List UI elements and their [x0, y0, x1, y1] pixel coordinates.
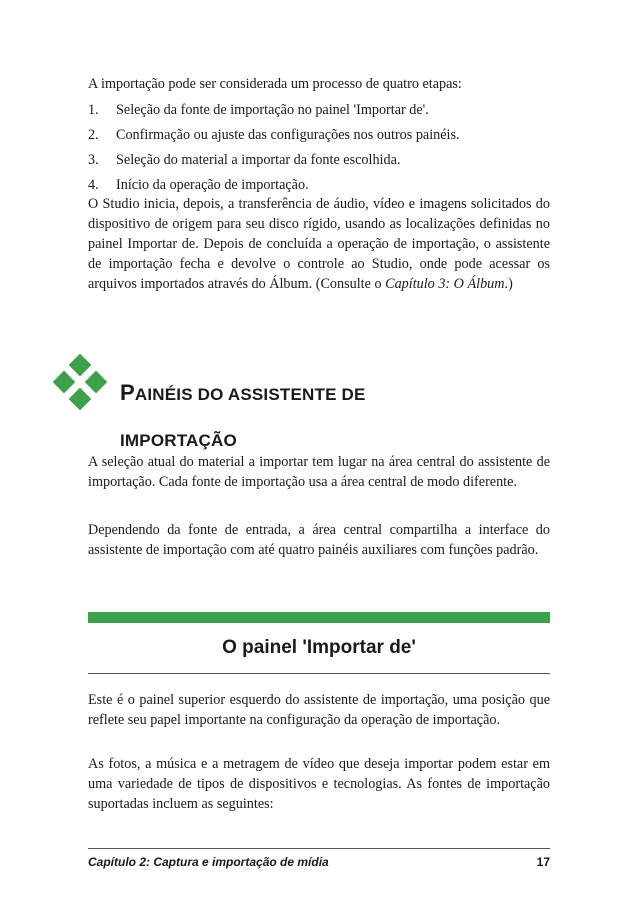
paragraph-panel-position: Este é o painel superior esquerdo do assistente de importação, uma posição que reflete seu papel importante na configuração da operação de importação.	[88, 692, 550, 728]
step-number: 1.	[88, 102, 99, 118]
page-footer	[88, 853, 550, 871]
subsection-heading: O painel 'Importar de'	[222, 637, 416, 658]
step-number: 4.	[88, 177, 99, 193]
steps-list	[88, 100, 550, 200]
heading-line1: AINÉIS DO ASSISTENTE DE	[134, 385, 366, 404]
paragraph-selection: A seleção atual do material a importar tem lugar na área central do assistente de importação. Cada fonte de importação usa a área central de modo diferente.	[88, 454, 550, 490]
paragraph-import-process	[88, 194, 550, 294]
step-item	[88, 150, 550, 175]
step-text: Início da operação de importação.	[116, 177, 309, 193]
intro-text: A importação pode ser considerada um processo de quatro etapas:	[88, 76, 462, 92]
step-number: 2.	[88, 127, 99, 143]
paragraph-body: O Studio inicia, depois, a transferência de áudio, vídeo e imagens solicitados do dispositivo de origem para seu disco rígido, usando as localizações definidas no painel Importar de. Depois de concluída a operação de importação, o assistente de importação fecha e devolve o controle ao Studio, onde pode acessar os arquivos importados através do Álbum. (Consulte o	[88, 196, 550, 292]
paragraph-tail: .)	[504, 276, 513, 292]
step-item	[88, 125, 550, 150]
step-text: Seleção do material a importar da fonte escolhida.	[116, 152, 401, 168]
heading-initial: P	[120, 380, 135, 405]
step-text: Seleção da fonte de importação no painel 'Importar de'.	[116, 102, 429, 118]
paragraph-auxiliary-panels: Dependendo da fonte de entrada, a área central compartilha a interface do assistente de importação com até quatro painéis auxiliares com funções padrão.	[88, 522, 550, 558]
step-item	[88, 100, 550, 125]
step-number: 3.	[88, 152, 99, 168]
footer-chapter: Capítulo 2: Captura e importação de mídia	[88, 855, 329, 869]
subsection-rule	[88, 673, 550, 674]
step-text: Confirmação ou ajuste das configurações nos outros painéis.	[116, 127, 460, 143]
section-divider-bar	[88, 612, 550, 623]
heading-line2: IMPORTAÇÃO	[120, 431, 237, 450]
section-heading	[120, 370, 366, 464]
paragraph-import-sources: As fotos, a música e a metragem de vídeo que deseja importar podem estar em uma variedade de tipos de dispositivos e tecnologias. As fontes de importação suportadas incluem as seguintes:	[88, 756, 550, 812]
page-number: 17	[536, 855, 550, 869]
chapter-reference: Capítulo 3: O Álbum	[385, 276, 505, 292]
footer-rule	[88, 848, 550, 849]
section-diamonds-icon	[54, 356, 106, 408]
